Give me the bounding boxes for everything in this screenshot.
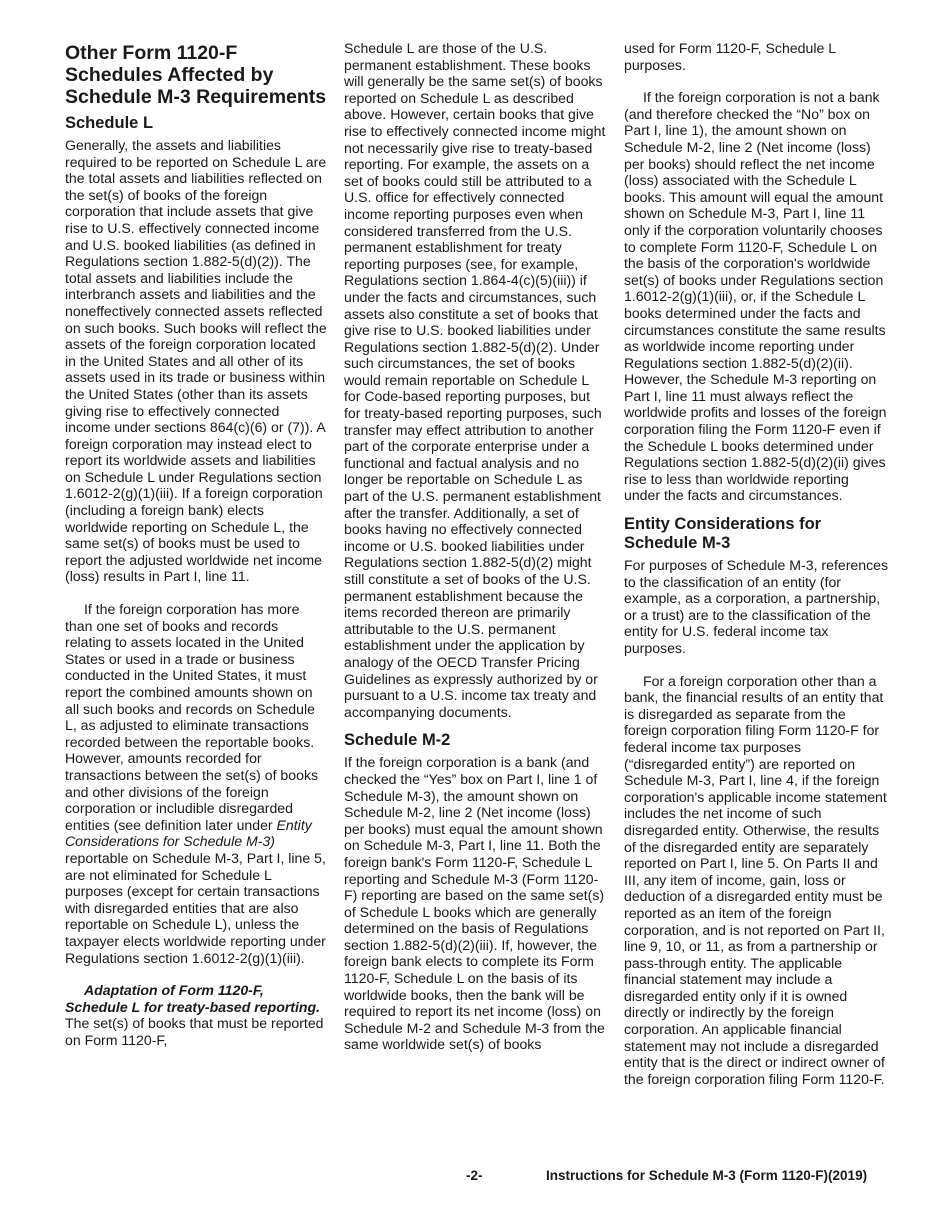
treaty-based-continued-paragraph: Schedule L are those of the U.S. permanent establishment. These books will generally be the same set(s) of books reported on Schedule L as described above. However, certain books that give rise to effectively connected income might not necessarily give rise to treaty-based reporting. For example, the assets on a set of books could still be attributed to a U.S. office for effectively connected income reporting purposes even when considered transferred from the U.S. permanent establishment for treaty reporting purposes (see, for example, Regulations section 1.864-4(c)(5)(iii)) if under the facts and circumstances, such assets also constitute a set of books that give rise to U.S. booked liabilities under Regulations section 1.882-5(d)(2). Under such circumstances, the set of books would remain reportable on Schedule L for Code-based reporting purposes, but for treaty-based reporting purposes, such transfer may effect attribution to another part of the corporate enterprise under a functional and factual analysis and no longer be reportable on Schedule L as part of the U.S. permanent establishment after the transfer. Additionally, a set of books having no effectively connected income or U.S. booked liabilities under Regulations section 1.882-5(d)(2) might still constitute a set of books of the U.S. permanent establishment because the items recorded thereon are primarily attributable to the U.S. permanent establishment under the application by analogy of the OECD Transfer Pricing Guidelines as expressly authorized by or pursuant to a U.S. income tax treaty and accompanying documents. xyxy=(344,40,606,720)
schedule-l-paragraph-1: Generally, the assets and liabilities required to be reported on Schedule L are the total assets and liabilities reflected on the set(s) of books of the foreign corporation that include assets that give rise to U.S. effectively connected income and U.S. booked liabilities (as defined in Regulations section 1.882-5(d)(2)). The total assets and liabilities include the interbranch assets and liabilities and the noneffectively connected assets reflected on such books. Such books will reflect the assets of the foreign corporation located in the United States and all other of its assets used in its trade or business within the United States (other than its assets giving rise to effectively connected income under sections 864(c)(6) or (7)). A foreign corporation may instead elect to report its worldwide assets and liabilities on Schedule L under Regulations section 1.6012-2(g)(1)(iii). If a foreign corporation (including a foreign bank) elects worldwide reporting on Schedule L, the same set(s) of books must be used to report the adjusted worldwide net income (loss) results in Part I, line 11. xyxy=(65,137,327,585)
treaty-based-paragraph: Adaptation of Form 1120-F, Schedule L for treaty-based reporting. The set(s) of books that must be reported on Form 1120-F, xyxy=(65,982,324,1048)
page-number: -2- xyxy=(466,1168,483,1183)
footer-title: Instructions for Schedule M-3 (Form 1120-F)(2019) xyxy=(546,1168,868,1183)
entity-classification-paragraph: For purposes of Schedule M-3, references to the classification of an entity (for example, as a corporation, a partnership, or a trust) are to the classification of the entity for U.S. federal income tax purposes. xyxy=(624,557,888,656)
schedule-l-paragraph-2: If the foreign corporation has more than one set of books and records relating to assets located in the United States or used in a trade or business conducted in the United States, it must report the combined amounts shown on all such books and records on Schedule L, as adjusted to eliminate transactions recorded between the reportable books. However, amounts recorded for transactions between the set(s) of books and other divisions of the foreign corporation or includible disregarded entities (see definition later under Entity Considerations for Schedule M-3) reportable on Schedule M-3, Part I, line 5, are not eliminated for Schedule L purposes (except for certain transactions with disregarded entities that are also reportable on Schedule L), unless the taxpayer elects worldwide reporting under Regulations section 1.6012-2(g)(1)(iii). xyxy=(65,601,326,966)
column-1 xyxy=(65,40,327,1048)
disregarded-entity-paragraph: For a foreign corporation other than a bank, the financial results of an entity that is disregarded as separate from the foreign corporation filing Form 1120-F for federal income tax purposes (“disregarded entity”) are reported on Schedule M-3, Part I, line 4, if the foreign corporation's applicable income statement includes the net income of such disregarded entity. Otherwise, the results of the disregarded entity are separately reported on Part I, line 5. On Parts II and III, any item of income, gain, loss or deduction of a disregarded entity must be reported as an item of the foreign corporation, and is not reported on Part II, line 9, 10, or 11, as from a partnership or pass-through entity. The applicable financial statement may include a disregarded entity only if it is owned directly or indirectly by the foreign corporation. An applicable financial statement may not include a disregarded entity that is the direct or indirect owner of the foreign corporation filing Form 1120-F. xyxy=(624,672,887,1087)
entity-considerations-reference: Entity Considerations for Schedule M-3) xyxy=(65,816,312,850)
column-2 xyxy=(344,40,608,1053)
schedule-m2-paragraph: If the foreign corporation is a bank (and checked the “Yes” box on Part I, line 1 of Schedule M-3), the amount shown on Schedule M-2, line 2 (Net income (loss) per books) must equal the amount shown on Schedule M-3, Part I, line 11. Both the foreign bank's Form 1120-F, Schedule L reporting and Schedule M-3 (Form 1120-F) reporting are based on the same set(s) of Schedule L books which are generally determined on the basis of Regulations section 1.882-5(d)(2)(iii). If, however, the foreign bank elects to complete its Form 1120-F, Schedule L on the basis of its worldwide books, then the bank will be required to report its net income (loss) on Schedule M-2 and Schedule M-3 from the same worldwide set(s) of books xyxy=(344,754,605,1053)
schedule-m2-continued-paragraph: used for Form 1120-F, Schedule L purposes. xyxy=(624,40,836,73)
section-title: Other Form 1120-F Schedules Affected by Schedule M-3 Requirements xyxy=(65,42,327,108)
schedule-m2-heading: Schedule M-2 xyxy=(344,731,451,750)
column-3 xyxy=(624,40,888,1087)
treaty-based-run-in-heading: Adaptation of Form 1120-F, Schedule L for treaty-based reporting. xyxy=(65,982,321,1015)
entity-considerations-heading: Entity Considerations for Schedule M-3 xyxy=(624,515,822,553)
schedule-l-heading: Schedule L xyxy=(65,114,154,132)
non-bank-paragraph: If the foreign corporation is not a bank (and therefore checked the “No” box on Part I, line 1), the amount shown on Schedule M-2, line 2 (Net income (loss) per books) should reflect the net income (loss) associated with the Schedule L books. This amount will equal the amount shown on Schedule M-3, Part I, line 11 only if the corporation voluntarily chooses to complete Form 1120-F, Schedule L on the basis of the corporation's worldwide set(s) of books under Regulations section 1.6012-2(g)(1)(iii), or, if the Schedule L books determined under the facts and circumstances constitute the same results as worldwide income reporting under Regulations section 1.882-5(d)(2)(ii). However, the Schedule M-3 reporting on Part I, line 11 must always reflect the worldwide profits and losses of the foreign corporation filing the Form 1120-F even if the Schedule L books determined under Regulations section 1.882-5(d)(2)(ii) gives rise to less than worldwide reporting under the facts and circumstances. xyxy=(624,89,887,504)
